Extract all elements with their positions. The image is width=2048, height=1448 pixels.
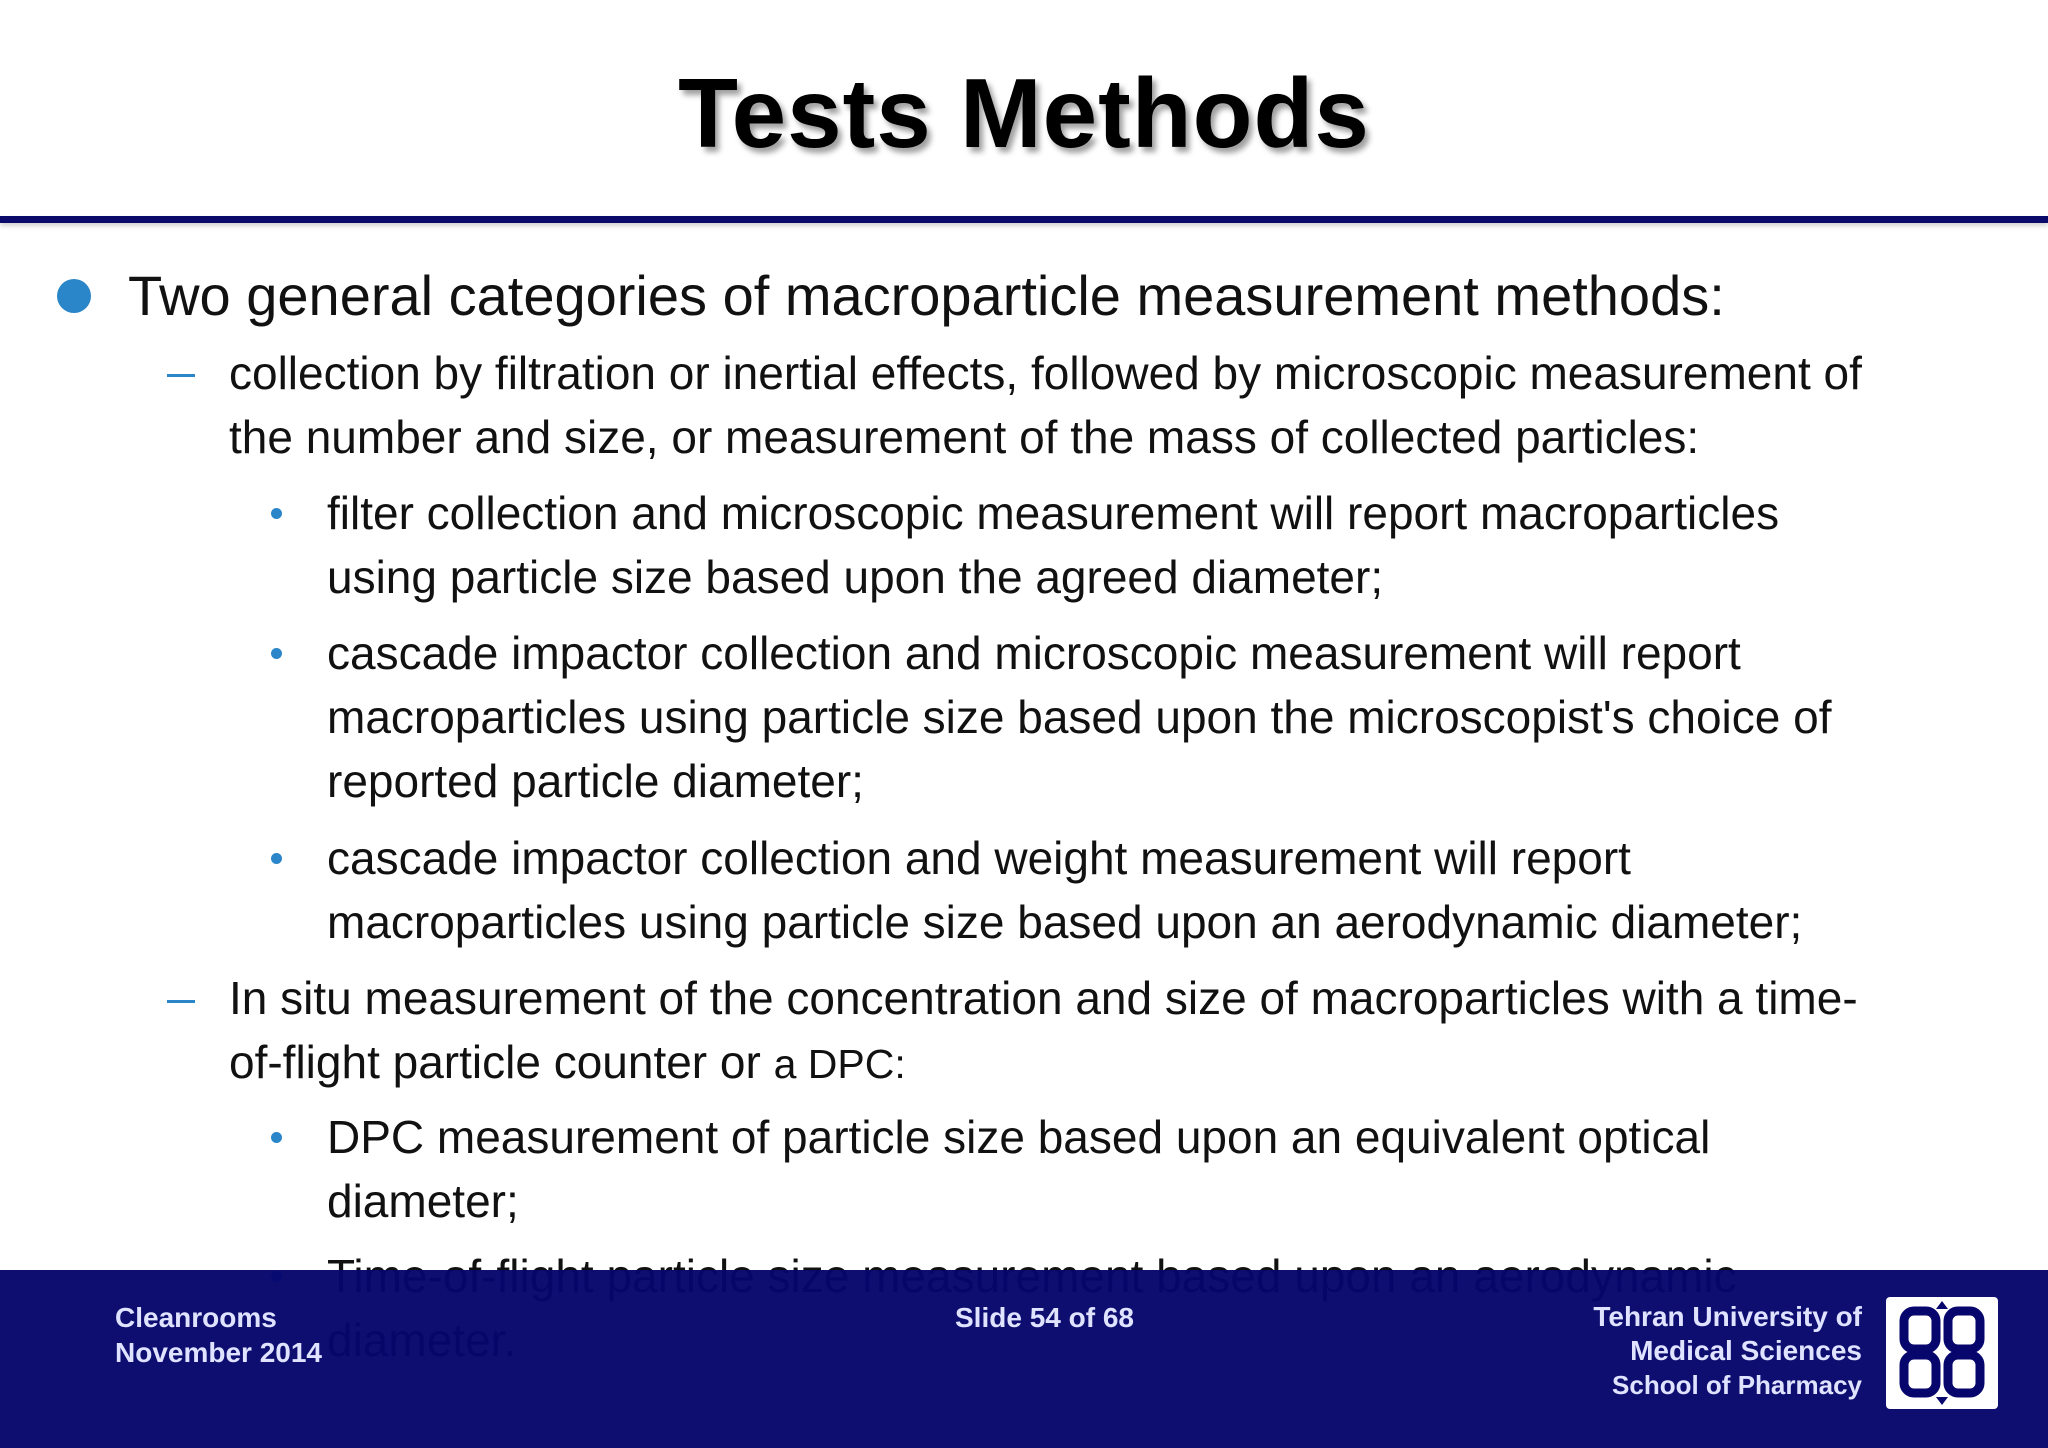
footer-university: Tehran University of	[1593, 1301, 1862, 1332]
bullet-level1-text: Two general categories of macroparticle measurement methods:	[128, 264, 1725, 327]
small-bullet-icon	[271, 853, 282, 864]
item-a1-line2: using particle size based upon the agreed diameter;	[327, 551, 1384, 603]
small-bullet-icon	[271, 1132, 282, 1143]
item-a3-line1: cascade impactor collection and weight measurement will report	[327, 832, 1631, 884]
university-logo-icon	[1886, 1297, 1998, 1409]
dash-bullet-icon	[167, 374, 195, 377]
slide-number: Slide 54 of 68	[955, 1302, 1134, 1333]
sub-bullet-1-line2: the number and size, or measurement of the mass of collected particles:	[229, 411, 1700, 463]
item-a1-line1: filter collection and microscopic measurement will report macroparticles	[327, 487, 1780, 539]
item-a2-line3: reported particle diameter;	[327, 755, 864, 807]
item-b1-line1: DPC measurement of particle size based upon an equivalent optical	[327, 1111, 1711, 1163]
sub-bullet-2-text: of-flight particle counter or	[229, 1036, 774, 1088]
sub-bullet-2-line1: In situ measurement of the concentration and size of macroparticles with a time-	[229, 972, 1858, 1024]
bullet-dot-icon	[57, 279, 91, 313]
item-a2-line1: cascade impactor collection and microscopic measurement will report	[327, 627, 1741, 679]
sub-bullet-2-line2	[229, 1030, 906, 1096]
small-bullet-icon	[271, 508, 282, 519]
slide-title: Tests Methods	[678, 58, 1370, 168]
dash-bullet-icon	[167, 1000, 195, 1003]
footer-school: School of Pharmacy	[1612, 1370, 1862, 1400]
footer-course: Cleanrooms	[115, 1302, 277, 1333]
dpc-text: a DPC:	[773, 1041, 906, 1087]
small-bullet-icon	[271, 648, 282, 659]
item-b1-line2: diameter;	[327, 1175, 519, 1227]
footer-faculty: Medical Sciences	[1630, 1335, 1862, 1366]
sub-bullet-1-line1: collection by filtration or inertial effects, followed by microscopic measurement of	[229, 347, 1862, 399]
item-a3-line2: macroparticles using particle size based upon an aerodynamic diameter;	[327, 896, 1803, 948]
footer-date: November 2014	[115, 1337, 323, 1368]
item-a2-line2: macroparticles using particle size based upon the microscopist's choice of	[327, 691, 1832, 743]
